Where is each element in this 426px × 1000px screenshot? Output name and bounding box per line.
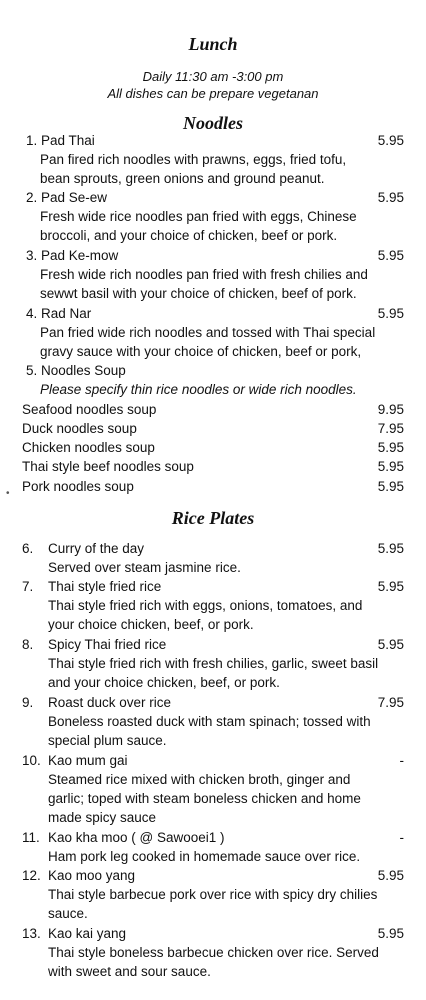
soup-name: Seafood noodles soup xyxy=(22,402,157,417)
menu-item-name: Spicy Thai fried rice xyxy=(48,637,167,652)
menu-item-name: 1. Pad Thai xyxy=(26,133,95,148)
menu-item-number: 8. xyxy=(22,637,34,652)
menu-item-number: 9. xyxy=(22,695,34,710)
menu-item-price: - xyxy=(399,830,404,845)
menu-item-name: Kao mum gai xyxy=(48,753,128,768)
menu-item-desc: your choice chicken, beef, or pork. xyxy=(48,617,254,632)
menu-item-name: Thai style fried rice xyxy=(48,579,162,594)
menu-item-name: Roast duck over rice xyxy=(48,695,172,710)
menu-item-price: 5.95 xyxy=(377,190,404,205)
soup-price: 7.95 xyxy=(377,421,404,436)
menu-item-desc: Please specify thin rice noodles or wide rich noodles. xyxy=(40,382,357,397)
menu-item-desc: and your choice chicken, beef, or pork. xyxy=(48,675,280,690)
menu-item-number: 12. xyxy=(22,868,41,883)
menu-item-price: 5.95 xyxy=(377,306,404,321)
soup-name: Pork noodles soup xyxy=(22,479,134,494)
menu-item-number: 7. xyxy=(22,579,34,594)
hours-text: Daily 11:30 am -3:00 pm xyxy=(142,69,284,84)
soup-price: 5.95 xyxy=(377,440,404,455)
menu-item-name: Kao moo yang xyxy=(48,868,136,883)
menu-item-desc: bean sprouts, green onions and ground peanut. xyxy=(40,171,325,186)
menu-item-desc: sewwt basil with your choice of chicken, beef of pork. xyxy=(40,286,357,301)
soup-price: 5.95 xyxy=(377,479,404,494)
menu-item-desc: Thai style barbecue pork over rice with spicy dry chilies xyxy=(48,887,378,902)
rice-plates-heading: Rice Plates xyxy=(171,508,255,528)
menu-item-price: - xyxy=(399,753,404,768)
stray-mark: • xyxy=(6,488,10,499)
menu-item-name: 5. Noodles Soup xyxy=(26,363,126,378)
menu-item-number: 10. xyxy=(22,753,41,768)
menu-item-desc: Thai style fried rich with eggs, onions, tomatoes, and xyxy=(48,598,363,613)
menu-item-number: 13. xyxy=(22,926,41,941)
menu-item-price: 5.95 xyxy=(377,133,404,148)
soup-name: Duck noodles soup xyxy=(22,421,137,436)
menu-item-desc: Served over steam jasmine rice. xyxy=(48,560,241,575)
menu-item-price: 5.95 xyxy=(377,926,404,941)
menu-item-desc: special plum sauce. xyxy=(48,733,167,748)
menu-item-desc: broccoli, and your choice of chicken, beef or pork. xyxy=(40,228,338,243)
menu-item-desc: Boneless roasted duck with stam spinach; tossed with xyxy=(48,714,371,729)
menu-item-desc: Thai style fried rich with fresh chilies, garlic, sweet basil xyxy=(48,656,379,671)
soup-name: Thai style beef noodles soup xyxy=(22,459,194,474)
vegetarian-note: All dishes can be prepare vegetanan xyxy=(107,86,319,101)
menu-item-number: 6. xyxy=(22,541,34,556)
menu-item-number: 11. xyxy=(22,830,40,845)
lunch-title: Lunch xyxy=(188,34,238,54)
menu-item-name: Kao kha moo ( @ Sawooei1 ) xyxy=(48,830,225,845)
menu-item-desc: Pan fried wide rich noodles and tossed with Thai special xyxy=(40,325,376,340)
menu-item-name: 4. Rad Nar xyxy=(26,306,92,321)
menu-item-name: Curry of the day xyxy=(48,541,145,556)
menu-item-price: 5.95 xyxy=(377,541,404,556)
menu-item-desc: made spicy sauce xyxy=(48,810,157,825)
menu-item-price: 5.95 xyxy=(377,248,404,263)
menu-item-desc: gravy sauce with your choice of chicken, beef or pork, xyxy=(40,344,362,359)
menu-item-desc: garlic; toped with steam boneless chicken and home xyxy=(48,791,361,806)
menu-item-price: 5.95 xyxy=(377,579,404,594)
menu-item-desc: sauce. xyxy=(48,906,88,921)
menu-item-desc: Steamed rice mixed with chicken broth, ginger and xyxy=(48,772,351,787)
menu-item-name: Kao kai yang xyxy=(48,926,127,941)
menu-item-name: 2. Pad Se-ew xyxy=(26,190,108,205)
noodles-heading: Noodles xyxy=(183,113,243,133)
soup-price: 9.95 xyxy=(377,402,404,417)
soup-name: Chicken noodles soup xyxy=(22,440,155,455)
menu-item-desc: Thai style boneless barbecue chicken over rice. Served xyxy=(48,945,379,960)
menu-item-price: 5.95 xyxy=(377,637,404,652)
menu-item-desc: Fresh wide rice noodles pan fried with eggs, Chinese xyxy=(40,209,357,224)
menu-item-desc: Fresh wide rich noodles pan fried with fresh chilies and xyxy=(40,267,368,282)
soup-price: 5.95 xyxy=(377,459,404,474)
menu-item-name: 3. Pad Ke-mow xyxy=(26,248,119,263)
menu-item-price: 5.95 xyxy=(377,868,404,883)
menu-item-desc: with sweet and sour sauce. xyxy=(48,964,211,979)
menu-item-price: 7.95 xyxy=(377,695,404,710)
menu-item-desc: Ham pork leg cooked in homemade sauce over rice. xyxy=(48,849,361,864)
menu-item-desc: Pan fired rich noodles with prawns, eggs, fried tofu, xyxy=(40,152,347,167)
